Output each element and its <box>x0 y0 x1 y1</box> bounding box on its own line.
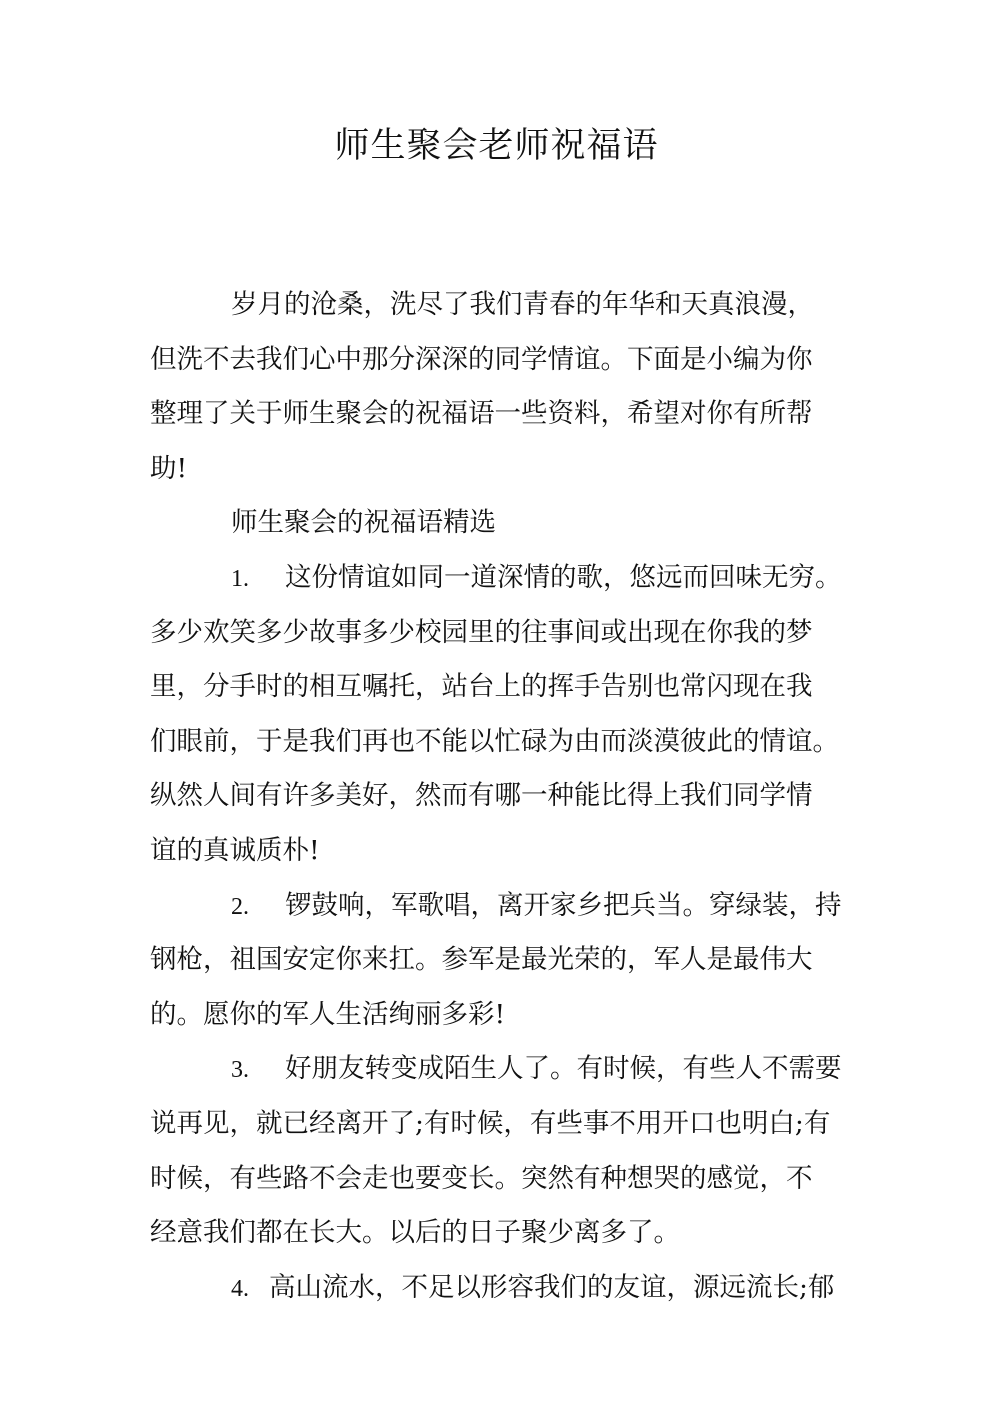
intro-line: 但洗不去我们心中那分深深的同学情谊。下面是小编为你 <box>150 343 813 375</box>
list-item-number: 4. <box>231 1275 249 1302</box>
intro-line: 整理了关于师生聚会的祝福语一些资料，希望对你有所帮 <box>150 398 813 430</box>
list-item-line: 里，分手时的相互嘱托，站台上的挥手告别也常闪现在我 <box>150 671 813 703</box>
document-body <box>150 278 850 1315</box>
list-item-number: 2. <box>231 893 249 920</box>
list-item-line: 说再见，就已经离开了;有时候，有些事不用开口也明白;有 <box>150 1107 831 1139</box>
section-heading: 师生聚会的祝福语精选 <box>231 507 496 539</box>
list-item-text: 锣鼓响，军歌唱，离开家乡把兵当。穿绿装，持 <box>285 889 842 921</box>
list-item-number: 3. <box>231 1057 249 1084</box>
document-title: 师生聚会老师祝福语 <box>334 126 659 166</box>
list-item-first-line <box>150 1261 850 1316</box>
list-item-line: 钢枪，祖国安定你来扛。参军是最光荣的，军人是最伟大 <box>150 944 813 976</box>
list-item-text: 好朋友转变成陌生人了。有时候，有些人不需要 <box>285 1053 842 1085</box>
list-item-line: 多少欢笑多少故事多少校园里的往事间或出现在你我的梦 <box>150 616 813 648</box>
intro-line: 岁月的沧桑，洗尽了我们青春的年华和天真浪漫， <box>231 289 814 320</box>
list-item-line: 们眼前，于是我们再也不能以忙碌为由而淡漠彼此的情谊。 <box>150 725 839 757</box>
list-item-line: 经意我们都在长大。以后的日子聚少离多了。 <box>150 1217 680 1249</box>
intro-line: 助! <box>150 452 188 484</box>
list-item-line: 谊的真诚质朴! <box>150 834 320 866</box>
list-item-text: 高山流水，不足以形容我们的友谊，源远流长;郁 <box>269 1271 835 1303</box>
list-item-number: 1. <box>231 565 249 592</box>
list-item-text: 这份情谊如同一道深情的歌，悠远而回味无穷。 <box>285 561 842 593</box>
list-item-line: 的。愿你的军人生活绚丽多彩! <box>150 998 506 1030</box>
list-item-first-line <box>150 1042 850 1097</box>
list-item-first-line <box>150 551 850 606</box>
list-item-first-line <box>150 879 850 934</box>
list-item-line: 时候，有些路不会走也要变长。突然有种想哭的感觉，不 <box>150 1162 813 1194</box>
list-item-line: 纵然人间有许多美好，然而有哪一种能比得上我们同学情 <box>150 780 813 812</box>
